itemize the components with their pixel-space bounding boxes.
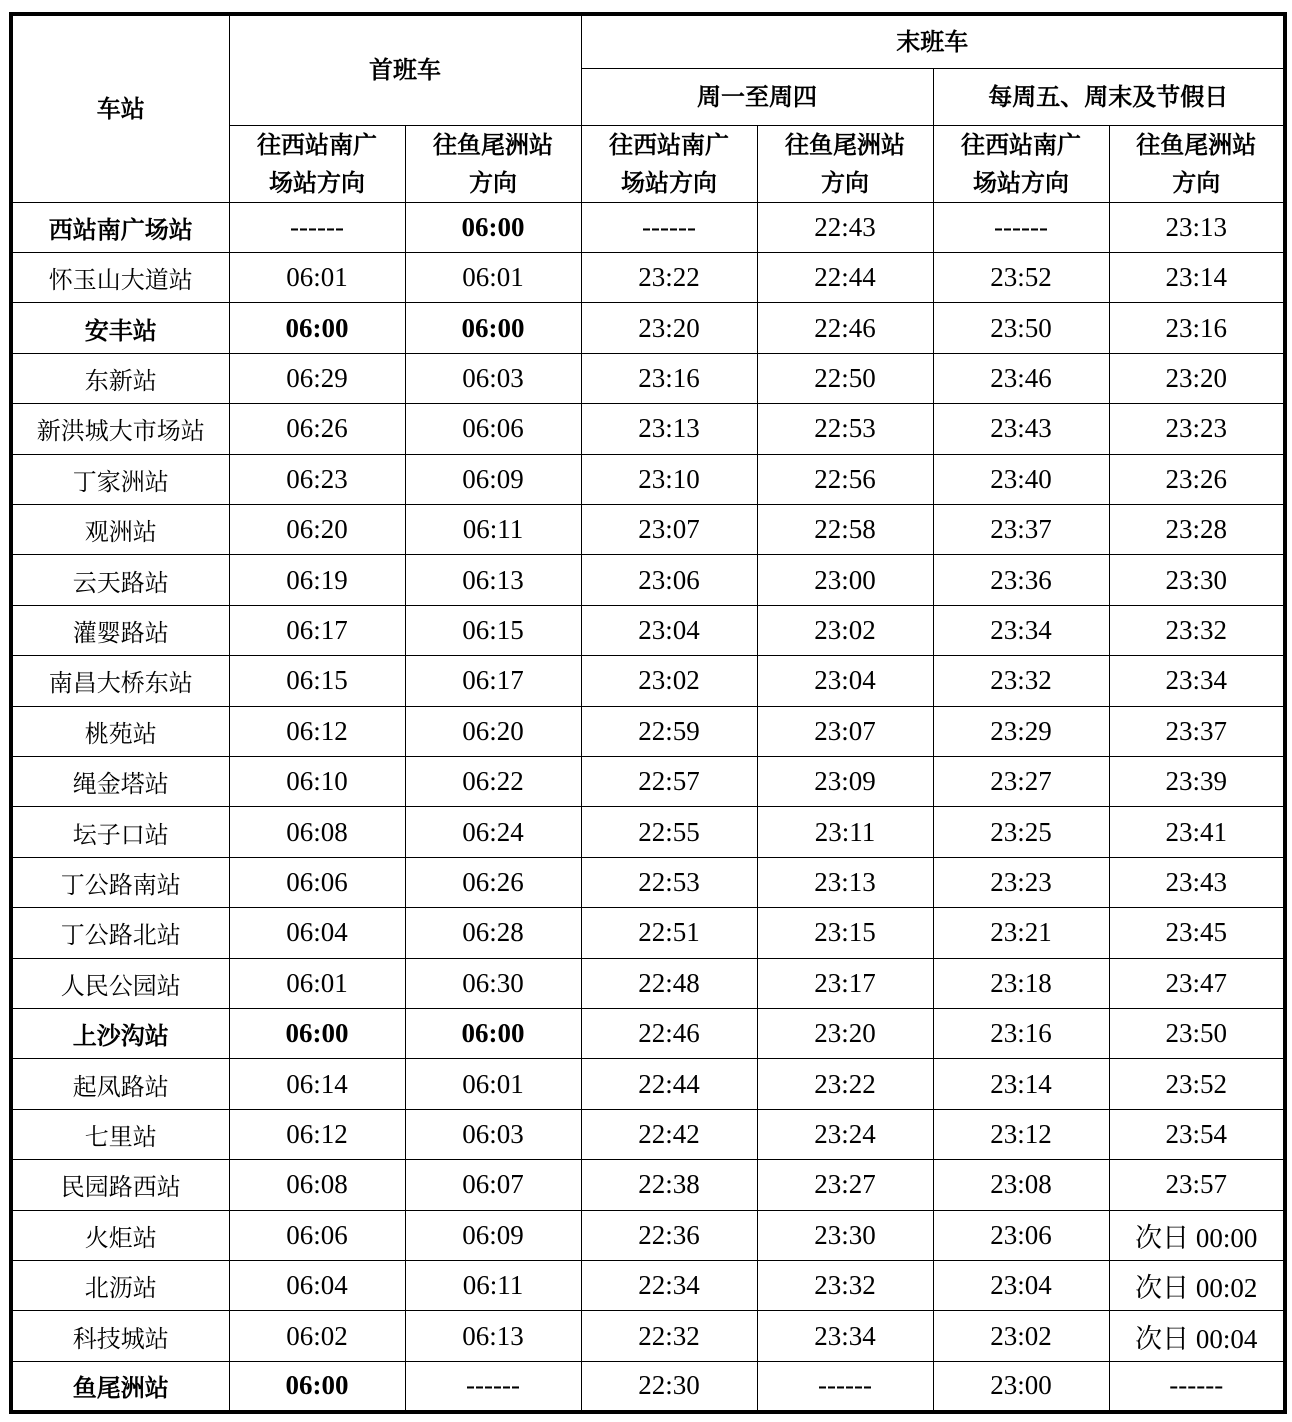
station-name: 鱼尾洲站 [11, 1361, 229, 1412]
time-cell-friweek-west: 23:50 [933, 303, 1109, 353]
header-last-train: 末班车 [581, 14, 1285, 68]
time-cell-first-west: 06:14 [229, 1059, 405, 1109]
time-cell-monthu-west: 22:55 [581, 807, 757, 857]
time-cell-monthu-west: 23:16 [581, 353, 757, 403]
time-cell-friweek-yuweizhou: 23:20 [1109, 353, 1285, 403]
time-cell-friweek-yuweizhou: 23:47 [1109, 958, 1285, 1008]
time-cell-first-yuweizhou: 06:26 [405, 857, 581, 907]
header-friweek-dir-yuweizhou [1109, 125, 1285, 202]
time-cell-friweek-yuweizhou: 23:57 [1109, 1160, 1285, 1210]
table-row [11, 1109, 1285, 1159]
station-name: 云天路站 [11, 555, 229, 605]
time-cell-first-yuweizhou: 06:30 [405, 958, 581, 1008]
time-cell-monthu-yuweizhou: 23:24 [757, 1109, 933, 1159]
station-name: 南昌大桥东站 [11, 656, 229, 706]
time-cell-first-west: 06:26 [229, 404, 405, 454]
time-cell-monthu-yuweizhou: 23:13 [757, 857, 933, 907]
time-cell-monthu-yuweizhou: 23:07 [757, 706, 933, 756]
time-cell-monthu-west: 23:06 [581, 555, 757, 605]
time-cell-friweek-west: 23:32 [933, 656, 1109, 706]
time-cell-first-yuweizhou: 06:09 [405, 454, 581, 504]
table-row [11, 1210, 1285, 1260]
station-name: 坛子口站 [11, 807, 229, 857]
table-row [11, 202, 1285, 252]
table-row [11, 1160, 1285, 1210]
time-cell-monthu-yuweizhou: 23:09 [757, 756, 933, 806]
time-cell-first-west: 06:00 [229, 1361, 405, 1412]
time-cell-monthu-yuweizhou: 23:00 [757, 555, 933, 605]
time-cell-first-yuweizhou: 06:00 [405, 202, 581, 252]
time-cell-friweek-yuweizhou: 23:43 [1109, 857, 1285, 907]
header-fri-weekend-holiday: 每周五、周末及节假日 [933, 68, 1285, 125]
station-name: 灌婴路站 [11, 605, 229, 655]
station-name: 科技城站 [11, 1311, 229, 1361]
time-cell-friweek-west: 23:29 [933, 706, 1109, 756]
station-name: 安丰站 [11, 303, 229, 353]
station-name: 新洪城大市场站 [11, 404, 229, 454]
time-cell-friweek-west: 23:36 [933, 555, 1109, 605]
time-cell-monthu-yuweizhou: 23:30 [757, 1210, 933, 1260]
station-name: 丁公路北站 [11, 908, 229, 958]
header-row-1 [11, 14, 1285, 68]
time-cell-monthu-west: 23:04 [581, 605, 757, 655]
station-name: 桃苑站 [11, 706, 229, 756]
dir-yuweizhou-line2: 方向 [1172, 168, 1221, 197]
time-cell-friweek-west: 23:27 [933, 756, 1109, 806]
time-cell-friweek-yuweizhou: 23:30 [1109, 555, 1285, 605]
time-cell-friweek-yuweizhou: 23:37 [1109, 706, 1285, 756]
time-cell-friweek-yuweizhou: 23:13 [1109, 202, 1285, 252]
table-row [11, 252, 1285, 302]
time-cell-friweek-west: 23:04 [933, 1261, 1109, 1311]
time-cell-first-yuweizhou: 06:13 [405, 1311, 581, 1361]
table-row [11, 1311, 1285, 1361]
time-cell-monthu-west: 22:59 [581, 706, 757, 756]
time-cell-monthu-yuweizhou: 22:50 [757, 353, 933, 403]
dir-yuweizhou-line2: 方向 [469, 168, 517, 197]
time-cell-monthu-yuweizhou: ------ [757, 1361, 933, 1412]
time-cell-first-yuweizhou: 06:09 [405, 1210, 581, 1260]
table-row [11, 807, 1285, 857]
time-cell-monthu-yuweizhou: 22:43 [757, 202, 933, 252]
time-cell-first-yuweizhou: 06:01 [405, 252, 581, 302]
time-cell-friweek-yuweizhou: 23:14 [1109, 252, 1285, 302]
time-cell-friweek-yuweizhou: ------ [1109, 1361, 1285, 1412]
time-cell-first-yuweizhou: 06:00 [405, 1009, 581, 1059]
station-name: 丁公路南站 [11, 857, 229, 907]
time-cell-friweek-yuweizhou: 23:34 [1109, 656, 1285, 706]
station-name: 七里站 [11, 1109, 229, 1159]
header-first-dir-yuweizhou [405, 125, 581, 202]
time-cell-friweek-west: 23:37 [933, 504, 1109, 554]
time-cell-monthu-west: 22:34 [581, 1261, 757, 1311]
time-cell-friweek-west: 23:00 [933, 1361, 1109, 1412]
time-cell-friweek-yuweizhou: 23:41 [1109, 807, 1285, 857]
time-cell-friweek-yuweizhou: 23:50 [1109, 1009, 1285, 1059]
time-cell-friweek-yuweizhou: 23:45 [1109, 908, 1285, 958]
time-cell-monthu-west: 22:32 [581, 1311, 757, 1361]
time-cell-friweek-yuweizhou: 23:52 [1109, 1059, 1285, 1109]
table-row [11, 958, 1285, 1008]
timetable-body [11, 202, 1285, 1412]
station-name: 观洲站 [11, 504, 229, 554]
table-row [11, 605, 1285, 655]
time-cell-first-yuweizhou: 06:13 [405, 555, 581, 605]
time-cell-friweek-west: 23:16 [933, 1009, 1109, 1059]
table-row [11, 1009, 1285, 1059]
dir-yuweizhou-line1: 往鱼尾洲站 [433, 130, 553, 159]
time-cell-monthu-yuweizhou: 23:20 [757, 1009, 933, 1059]
time-cell-first-west: 06:02 [229, 1311, 405, 1361]
time-cell-first-west: 06:00 [229, 1009, 405, 1059]
dir-yuweizhou-line2: 方向 [821, 168, 869, 197]
station-name: 民园路西站 [11, 1160, 229, 1210]
time-cell-first-west: 06:15 [229, 656, 405, 706]
time-cell-friweek-yuweizhou: 23:23 [1109, 404, 1285, 454]
time-cell-monthu-west: 22:57 [581, 756, 757, 806]
time-cell-friweek-yuweizhou: 23:26 [1109, 454, 1285, 504]
time-cell-friweek-west: 23:08 [933, 1160, 1109, 1210]
station-name: 绳金塔站 [11, 756, 229, 806]
time-cell-first-west: 06:10 [229, 756, 405, 806]
table-row [11, 857, 1285, 907]
time-cell-monthu-west: 22:36 [581, 1210, 757, 1260]
header-first-dir-west [229, 125, 405, 202]
time-cell-monthu-west: 23:13 [581, 404, 757, 454]
time-cell-friweek-west: 23:40 [933, 454, 1109, 504]
time-cell-monthu-yuweizhou: 23:04 [757, 656, 933, 706]
table-row [11, 1261, 1285, 1311]
table-row [11, 1361, 1285, 1412]
time-cell-monthu-yuweizhou: 23:34 [757, 1311, 933, 1361]
time-cell-friweek-west: 23:21 [933, 908, 1109, 958]
time-cell-monthu-yuweizhou: 23:11 [757, 807, 933, 857]
table-row [11, 1059, 1285, 1109]
station-name: 上沙沟站 [11, 1009, 229, 1059]
time-cell-friweek-west: 23:52 [933, 252, 1109, 302]
table-row [11, 756, 1285, 806]
station-name: 火炬站 [11, 1210, 229, 1260]
time-cell-monthu-west: 23:02 [581, 656, 757, 706]
time-cell-first-west: 06:00 [229, 303, 405, 353]
time-cell-monthu-yuweizhou: 23:15 [757, 908, 933, 958]
station-name: 西站南广场站 [11, 202, 229, 252]
time-cell-first-west: 06:01 [229, 252, 405, 302]
station-name: 怀玉山大道站 [11, 252, 229, 302]
time-cell-monthu-west: 22:48 [581, 958, 757, 1008]
station-name: 人民公园站 [11, 958, 229, 1008]
dir-west-line2: 场站方向 [621, 168, 717, 197]
time-cell-first-yuweizhou: 06:24 [405, 807, 581, 857]
time-cell-monthu-west: 22:42 [581, 1109, 757, 1159]
table-row [11, 454, 1285, 504]
time-cell-friweek-west: 23:18 [933, 958, 1109, 1008]
time-cell-first-yuweizhou: 06:00 [405, 303, 581, 353]
time-cell-first-yuweizhou: ------ [405, 1361, 581, 1412]
dir-west-line1: 往西站南广 [609, 130, 729, 159]
time-cell-first-west: 06:08 [229, 1160, 405, 1210]
time-cell-monthu-yuweizhou: 22:44 [757, 252, 933, 302]
table-row [11, 303, 1285, 353]
time-cell-monthu-yuweizhou: 23:02 [757, 605, 933, 655]
time-cell-first-yuweizhou: 06:07 [405, 1160, 581, 1210]
time-cell-first-west: 06:29 [229, 353, 405, 403]
time-cell-friweek-yuweizhou: 23:54 [1109, 1109, 1285, 1159]
time-cell-first-west: 06:06 [229, 857, 405, 907]
time-cell-first-west: 06:19 [229, 555, 405, 605]
time-cell-friweek-west: ------ [933, 202, 1109, 252]
time-cell-friweek-yuweizhou: 23:16 [1109, 303, 1285, 353]
time-cell-monthu-yuweizhou: 22:56 [757, 454, 933, 504]
time-cell-monthu-yuweizhou: 23:17 [757, 958, 933, 1008]
time-cell-first-west: 06:01 [229, 958, 405, 1008]
time-cell-first-yuweizhou: 06:01 [405, 1059, 581, 1109]
time-cell-friweek-west: 23:34 [933, 605, 1109, 655]
time-cell-monthu-west: ------ [581, 202, 757, 252]
time-cell-friweek-west: 23:25 [933, 807, 1109, 857]
header-monthu-dir-west [581, 125, 757, 202]
station-name: 丁家洲站 [11, 454, 229, 504]
time-cell-first-west: 06:20 [229, 504, 405, 554]
station-name: 东新站 [11, 353, 229, 403]
time-cell-first-west: 06:06 [229, 1210, 405, 1260]
time-cell-first-yuweizhou: 06:11 [405, 1261, 581, 1311]
time-cell-monthu-west: 23:10 [581, 454, 757, 504]
time-cell-first-yuweizhou: 06:15 [405, 605, 581, 655]
time-cell-monthu-yuweizhou: 22:58 [757, 504, 933, 554]
time-cell-friweek-west: 23:02 [933, 1311, 1109, 1361]
time-cell-first-yuweizhou: 06:11 [405, 504, 581, 554]
time-cell-first-yuweizhou: 06:22 [405, 756, 581, 806]
time-cell-friweek-west: 23:14 [933, 1059, 1109, 1109]
dir-west-line2: 场站方向 [269, 168, 365, 197]
time-cell-monthu-west: 22:38 [581, 1160, 757, 1210]
station-name: 北沥站 [11, 1261, 229, 1311]
time-cell-first-yuweizhou: 06:06 [405, 404, 581, 454]
dir-yuweizhou-line1: 往鱼尾洲站 [1136, 130, 1257, 159]
time-cell-monthu-yuweizhou: 22:53 [757, 404, 933, 454]
time-cell-first-west: 06:12 [229, 1109, 405, 1159]
table-row [11, 908, 1285, 958]
header-mon-thu: 周一至周四 [581, 68, 933, 125]
time-cell-first-west: 06:12 [229, 706, 405, 756]
time-cell-monthu-yuweizhou: 23:32 [757, 1261, 933, 1311]
time-cell-first-west: 06:23 [229, 454, 405, 504]
header-first-train: 首班车 [229, 14, 581, 125]
time-cell-friweek-west: 23:46 [933, 353, 1109, 403]
time-cell-first-west: 06:04 [229, 908, 405, 958]
header-monthu-dir-yuweizhou [757, 125, 933, 202]
timetable [9, 12, 1287, 1414]
time-cell-monthu-west: 22:30 [581, 1361, 757, 1412]
dir-west-line1: 往西站南广 [961, 130, 1081, 159]
time-cell-first-yuweizhou: 06:20 [405, 706, 581, 756]
time-cell-first-west: 06:17 [229, 605, 405, 655]
dir-west-line1: 往西站南广 [257, 130, 377, 159]
time-cell-monthu-west: 22:44 [581, 1059, 757, 1109]
time-cell-friweek-yuweizhou: 23:39 [1109, 756, 1285, 806]
time-cell-first-yuweizhou: 06:28 [405, 908, 581, 958]
time-cell-first-west: ------ [229, 202, 405, 252]
time-cell-friweek-yuweizhou: 次日 00:00 [1109, 1210, 1285, 1260]
time-cell-monthu-west: 23:22 [581, 252, 757, 302]
time-cell-first-yuweizhou: 06:03 [405, 353, 581, 403]
time-cell-first-yuweizhou: 06:03 [405, 1109, 581, 1159]
time-cell-friweek-west: 23:23 [933, 857, 1109, 907]
time-cell-monthu-west: 23:07 [581, 504, 757, 554]
timetable-header [11, 14, 1285, 202]
time-cell-monthu-yuweizhou: 23:27 [757, 1160, 933, 1210]
table-row [11, 555, 1285, 605]
station-name: 起凤路站 [11, 1059, 229, 1109]
time-cell-monthu-west: 22:46 [581, 1009, 757, 1059]
time-cell-first-west: 06:04 [229, 1261, 405, 1311]
dir-west-line2: 场站方向 [973, 168, 1069, 197]
table-row [11, 353, 1285, 403]
table-row [11, 656, 1285, 706]
time-cell-monthu-west: 22:51 [581, 908, 757, 958]
table-row [11, 504, 1285, 554]
time-cell-first-west: 06:08 [229, 807, 405, 857]
time-cell-friweek-yuweizhou: 次日 00:04 [1109, 1311, 1285, 1361]
time-cell-friweek-west: 23:12 [933, 1109, 1109, 1159]
time-cell-friweek-yuweizhou: 23:32 [1109, 605, 1285, 655]
table-row [11, 706, 1285, 756]
dir-yuweizhou-line1: 往鱼尾洲站 [785, 130, 905, 159]
time-cell-friweek-yuweizhou: 次日 00:02 [1109, 1261, 1285, 1311]
time-cell-monthu-yuweizhou: 23:22 [757, 1059, 933, 1109]
time-cell-friweek-yuweizhou: 23:28 [1109, 504, 1285, 554]
time-cell-monthu-west: 22:53 [581, 857, 757, 907]
time-cell-friweek-west: 23:06 [933, 1210, 1109, 1260]
time-cell-friweek-west: 23:43 [933, 404, 1109, 454]
time-cell-first-yuweizhou: 06:17 [405, 656, 581, 706]
header-friweek-dir-west [933, 125, 1109, 202]
time-cell-monthu-west: 23:20 [581, 303, 757, 353]
header-station: 车站 [11, 14, 229, 202]
table-row [11, 404, 1285, 454]
time-cell-monthu-yuweizhou: 22:46 [757, 303, 933, 353]
